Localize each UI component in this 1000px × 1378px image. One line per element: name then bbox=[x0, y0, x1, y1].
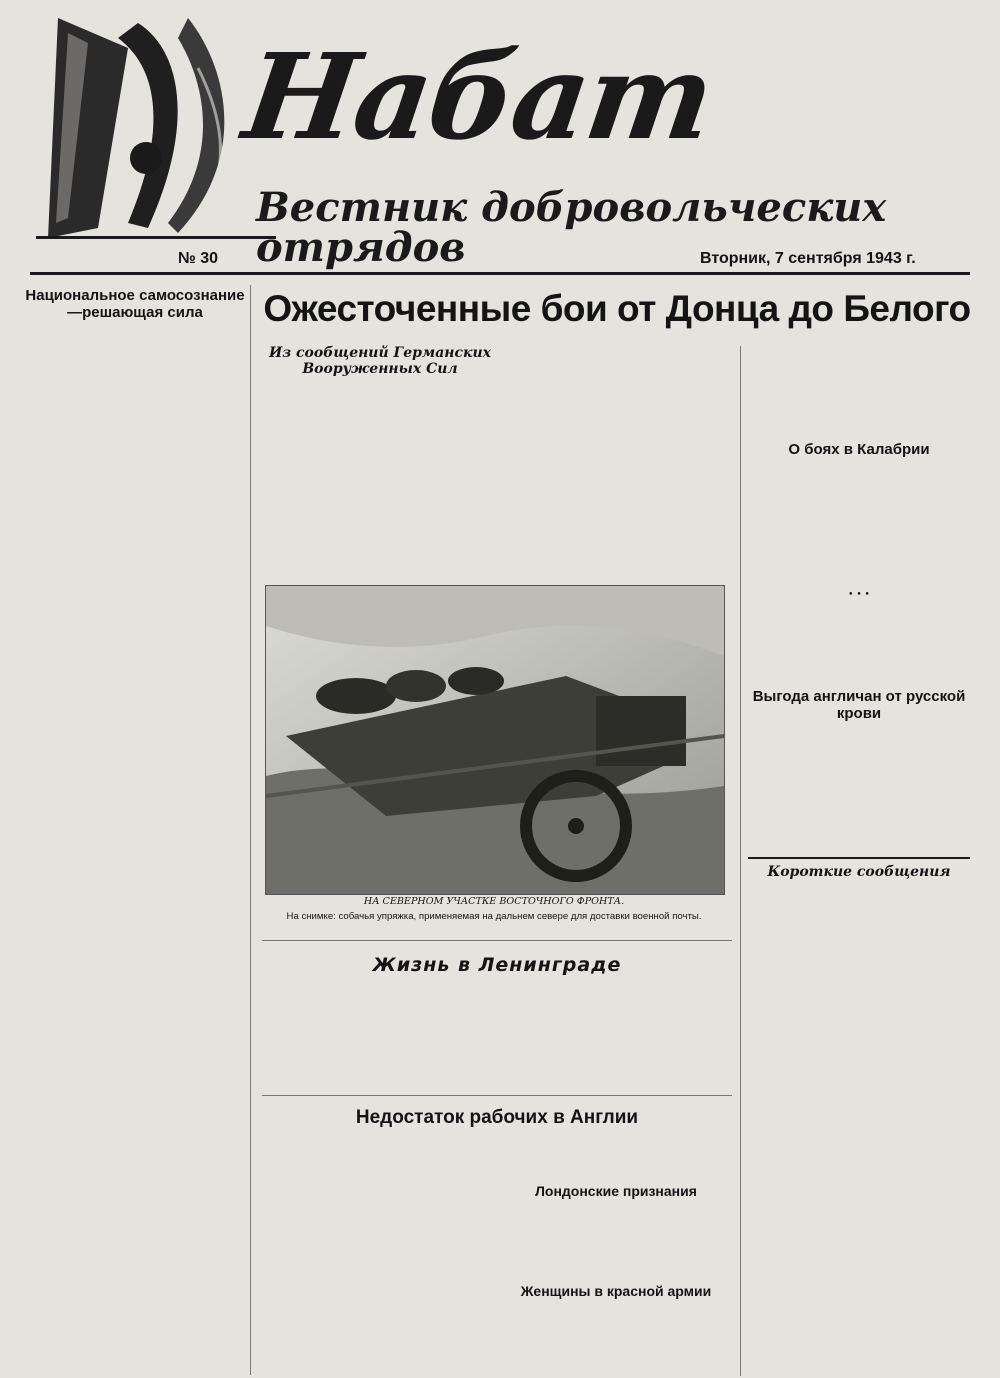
benefit-title: Выгода англичан от русской крови bbox=[752, 688, 966, 723]
section-separator: • • • bbox=[848, 590, 870, 600]
left-article-title: Национальное самосознание—решающая сила bbox=[25, 287, 245, 322]
front-reports-title: Из сообщений Германских Вооруженных Сил bbox=[268, 345, 492, 377]
masthead-rule bbox=[30, 272, 970, 275]
short-news-rule bbox=[748, 857, 970, 859]
masthead-subtitle: Вестник добровольческих отрядов bbox=[256, 184, 887, 271]
issue-date: Вторник, 7 сентября 1943 г. bbox=[700, 250, 916, 267]
photo-caption-note: На снимке: собачья упряжка, применяемая на дальнем севере для доставки военной почты. bbox=[286, 911, 702, 922]
women-title: Женщины в красной армии bbox=[520, 1283, 712, 1299]
right-column-divider bbox=[740, 346, 741, 1376]
leningrad-rule bbox=[262, 940, 732, 941]
main-headline: Ожесточенные бои от Донца до Белого bbox=[263, 288, 971, 329]
masthead bbox=[28, 8, 978, 270]
photo-caption: НА СЕВЕРНОМ УЧАСТКЕ ВОСТОЧНОГО ФРОНТА. bbox=[363, 896, 625, 907]
dog-sled-photo bbox=[265, 585, 725, 895]
calabria-title: О боях в Калабрии bbox=[788, 441, 930, 458]
london-title: Лондонские признания bbox=[535, 1183, 697, 1199]
england-workers-title: Недостаток рабочих в Англии bbox=[355, 1107, 639, 1128]
masthead-title: Набат bbox=[236, 27, 721, 166]
issue-number: № 30 bbox=[178, 250, 219, 267]
dog-sled-image bbox=[266, 586, 724, 894]
short-news-title: Короткие сообщения bbox=[767, 864, 951, 880]
leningrad-title: Жизнь в Ленинграде bbox=[372, 954, 622, 976]
england-rule bbox=[262, 1095, 732, 1096]
column-divider bbox=[250, 285, 251, 1375]
